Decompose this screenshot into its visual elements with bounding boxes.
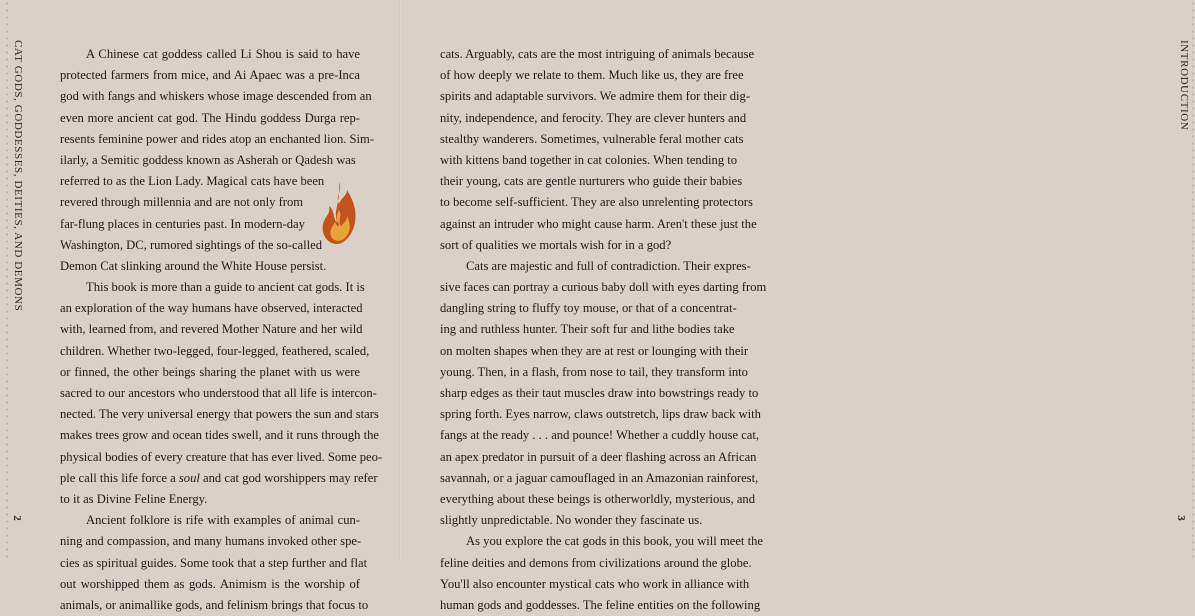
text-line: nity, independence, and ferocity. They are clever hunters and — [440, 110, 747, 125]
text-line: children. Whether two-legged, four-legged, feathered, scaled, — [60, 343, 370, 358]
text-line: on molten shapes when they are at rest or lounging with their — [440, 343, 749, 358]
text-line: against an intruder who might cause harm. Aren't these just the — [440, 216, 757, 231]
text-line: You'll also encounter mystical cats who work in alliance with — [440, 576, 750, 591]
text-line: to become self-sufficient. They are also unrelenting protectors — [440, 195, 753, 210]
text-line: spirits and adaptable survivors. We admire them for their dig- — [440, 89, 751, 104]
left-body-text — [60, 44, 383, 616]
text-line: ing and ruthless hunter. Their soft fur and lithe bodies take — [440, 322, 735, 337]
text-line: sharp edges as their taut muscles draw into bowstrings ready to — [440, 386, 759, 400]
text-line: human gods and goddesses. The feline entities on the following — [440, 597, 761, 612]
text-line: even more ancient cat god. The Hindu goddess Durga rep- — [60, 110, 360, 125]
left-edge-dots — [5, 0, 9, 560]
text-line: or finned, the other beings sharing the planet with us were — [60, 364, 360, 379]
text-line: As you explore the cat gods in this book, you will meet the — [466, 534, 763, 549]
text-line-soul: ple call this life force a soul and cat god worshippers may refer — [60, 470, 378, 485]
left-page — [0, 0, 400, 612]
text-line: young. Then, in a flash, from nose to tail, they transform into — [440, 364, 748, 379]
text-line: stealthy wanderers. Sometimes, vulnerable feral mother cats — [440, 131, 744, 146]
left-page-number: 2 — [10, 515, 23, 521]
text-line: an exploration of the way humans have observed, interacted — [60, 301, 363, 316]
right-edge-dots — [1191, 0, 1195, 560]
text-line: with, learned from, and revered Mother Nature and her wild — [60, 322, 363, 337]
text-line: Cats are majestic and full of contradiction. Their expres- — [466, 258, 751, 273]
text-line: nected. The very universal energy that powers the sun and stars — [60, 407, 379, 422]
text-line: to it as Divine Feline Energy. — [60, 491, 208, 506]
text-line: protected farmers from mice, and Ai Apaec was a pre-Inca — [60, 68, 360, 83]
text-line: cats. Arguably, cats are the most intriguing of animals because — [440, 47, 755, 61]
text-line: out worshipped them as gods. Animism is the worship of — [60, 576, 360, 591]
text-line: ning and compassion, and many humans invoked other spe- — [60, 534, 362, 549]
text-line: everything about these beings is otherworldly, mysterious, and — [440, 491, 756, 506]
text-line: savannah, or a jaguar camouflaged in an Amazonian rainforest, — [440, 470, 759, 485]
text-line: slightly unpredictable. No wonder they fascinate us. — [440, 513, 703, 528]
text-line: an apex predator in pursuit of a deer flashing across an African — [440, 449, 757, 464]
text-line: spring forth. Eyes narrow, claws outstretch, lips draw back with — [440, 407, 761, 422]
italic-word: soul — [178, 470, 200, 485]
text-line: sive faces can portray a curious baby doll with eyes darting from — [440, 280, 767, 295]
text-line: with kittens band together in cat colonies. When tending to — [440, 152, 738, 167]
text-line: far-flung places in centuries past. In modern-day — [60, 216, 305, 231]
right-running-head: INTRODUCTION — [1178, 40, 1190, 131]
text-line: god with fangs and whiskers whose image descended from an — [60, 89, 372, 104]
text-line: A Chinese cat goddess called Li Shou is said to have — [86, 47, 360, 61]
text-line: of how deeply we relate to them. Much like us, they are free — [440, 68, 744, 83]
text-line: resents feminine power and rides atop an enchanted lion. Sim- — [60, 131, 375, 146]
right-page-number: 3 — [1174, 515, 1187, 521]
text-line: physical bodies of every creature that has ever lived. Some peo- — [60, 449, 383, 464]
right-body-text — [440, 44, 767, 616]
text-line: Ancient folklore is rife with examples of animal cun- — [86, 513, 360, 528]
text-line: fangs at the ready . . . and pounce! Whether a cuddly house cat, — [440, 428, 760, 443]
text-line: referred to as the Lion Lady. Magical cats have been — [60, 174, 325, 189]
text-line: dangling string to fluffy toy mouse, or that of a concentrat- — [440, 301, 737, 316]
text-line: animals, or animallike gods, and felinism brings that focus to — [60, 597, 369, 612]
text-line: Washington, DC, rumored sightings of the so-called — [60, 237, 323, 252]
text-line: their young, cats are gentle nurturers who guide their babies — [440, 174, 743, 189]
text-line: sort of qualities we mortals wish for in a god? — [440, 237, 672, 252]
text-line: makes trees grow and ocean tides swell, and it runs through the — [60, 428, 379, 443]
text-line: ilarly, a Semitic goddess known as Asherah or Qadesh was — [60, 152, 356, 167]
flame-icon — [317, 180, 363, 246]
text-line: sacred to our ancestors who understood that all life is intercon- — [60, 386, 377, 400]
text-line: cies as spiritual guides. Some took that a step further and flat — [60, 555, 368, 570]
text-line: revered through millennia and are not only from — [60, 195, 304, 210]
text-line: This book is more than a guide to ancient cat gods. It is — [86, 280, 365, 295]
left-running-head: CAT GODS, GODDESSES, DEITIES, AND DEMONS — [12, 40, 24, 312]
text-line: Demon Cat slinking around the White House persist. — [60, 258, 327, 273]
text-line: feline deities and demons from civilizations around the globe. — [440, 555, 752, 570]
